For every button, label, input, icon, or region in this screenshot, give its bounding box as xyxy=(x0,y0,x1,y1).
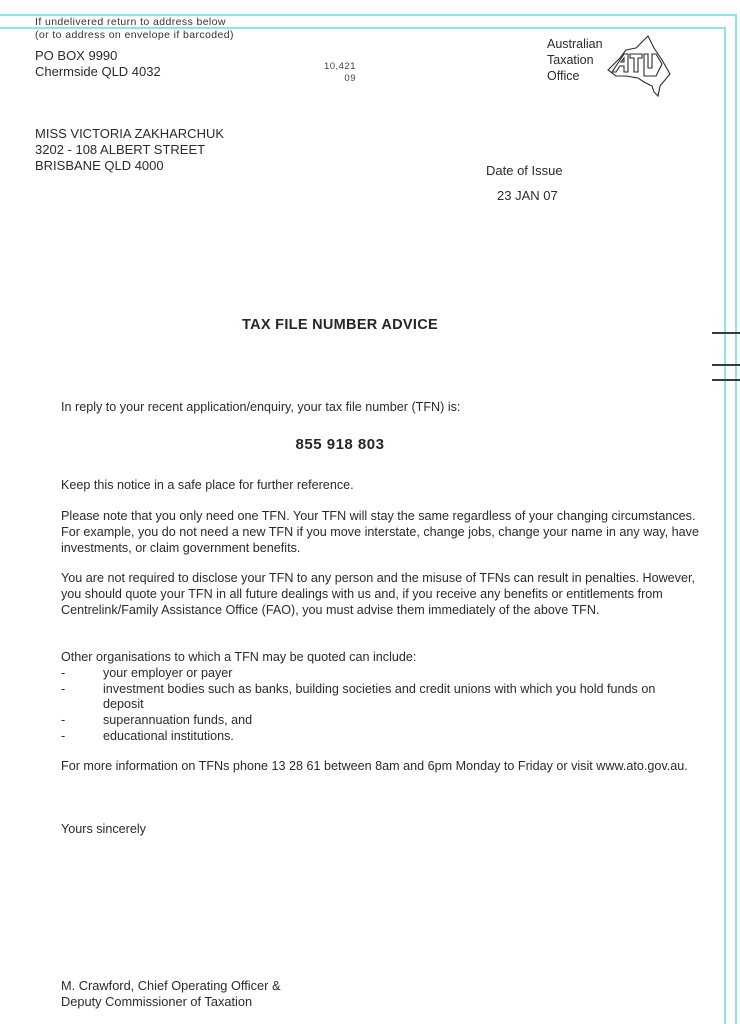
list-item-text: educational institutions. xyxy=(103,728,234,743)
intro-text: In reply to your recent application/enquiry, your tax file number (TFN) is: xyxy=(61,400,461,414)
closing-text: Yours sincerely xyxy=(61,822,146,836)
frame-line-inner-right xyxy=(724,27,726,1024)
tax-file-number: 855 918 803 xyxy=(295,436,385,453)
document-title: TAX FILE NUMBER ADVICE xyxy=(242,317,438,333)
recipient-street: 3202 - 108 ALBERT STREET xyxy=(35,142,206,157)
reference-line: 10,421 xyxy=(323,61,356,72)
date-of-issue-value: 23 JAN 07 xyxy=(497,188,558,203)
list-bullet: - xyxy=(61,681,66,696)
list-item-text: superannuation funds, and xyxy=(103,713,253,728)
date-of-issue-label: Date of Issue xyxy=(486,163,563,178)
list-item-text: your employer or payer xyxy=(103,665,233,680)
list-item-text: investment bodies such as banks, building societies and credit unions with which you hold funds on deposit xyxy=(103,681,656,712)
keep-notice-text: Keep this notice in a safe place for further reference. xyxy=(61,478,354,492)
return-note-line: (or to address on envelope if barcoded) xyxy=(35,29,234,41)
list-item xyxy=(61,666,681,682)
recipient-name: MISS VICTORIA ZAKHARCHUK xyxy=(35,126,225,141)
agency-name-line: Taxation xyxy=(547,53,594,67)
agency-name-line: Australian xyxy=(547,37,603,51)
fold-mark xyxy=(712,332,740,334)
list-item xyxy=(61,729,681,745)
organisations-section xyxy=(61,650,681,745)
agency-name-line: Office xyxy=(547,69,580,83)
list-bullet: - xyxy=(61,713,66,728)
list-bullet: - xyxy=(61,728,66,743)
list-bullet: - xyxy=(61,665,66,680)
recipient-city: BRISBANE QLD 4000 xyxy=(35,158,164,173)
fold-mark xyxy=(712,364,740,366)
fold-mark xyxy=(712,379,740,381)
list-item xyxy=(61,682,681,714)
signatory-line: M. Crawford, Chief Operating Officer & xyxy=(61,978,281,993)
sender-address xyxy=(35,48,161,80)
sender-address-line: PO BOX 9990 xyxy=(35,48,118,63)
signatory-line: Deputy Commissioner of Taxation xyxy=(61,994,253,1009)
disclose-paragraph: You are not required to disclose your TFN to any person and the misuse of TFNs can result in penalties. However, you should quote your TFN in all future dealings with us and, if you receive any benefits or entitlements from Centrelink/Family Assistance Office (FAO), you must advise them immediately of the above TFN. xyxy=(61,571,695,617)
sender-address-line: Chermside QLD 4032 xyxy=(35,64,161,79)
signature-block xyxy=(61,978,281,1010)
agency-name xyxy=(547,36,603,84)
more-info-paragraph: For more information on TFNs phone 13 28 61 between 8am and 6pm Monday to Friday or visit www.ato.gov.au. xyxy=(61,759,688,773)
organisations-intro: Other organisations to which a TFN may be quoted can include: xyxy=(61,650,417,664)
ato-logo-icon xyxy=(604,34,674,98)
return-note xyxy=(35,16,234,42)
recipient-address xyxy=(35,126,224,174)
frame-line-outer-right xyxy=(735,14,737,1024)
list-item xyxy=(61,713,681,729)
reference-line: 09 xyxy=(344,73,356,84)
return-note-line: If undelivered return to address below xyxy=(35,16,226,28)
one-tfn-paragraph: Please note that you only need one TFN. Your TFN will stay the same regardless of your changing circumstances. For example, you do not need a new TFN if you move interstate, change jobs, change your name in any way, have investments, or claim government benefits. xyxy=(61,509,699,555)
reference-code xyxy=(316,61,356,85)
